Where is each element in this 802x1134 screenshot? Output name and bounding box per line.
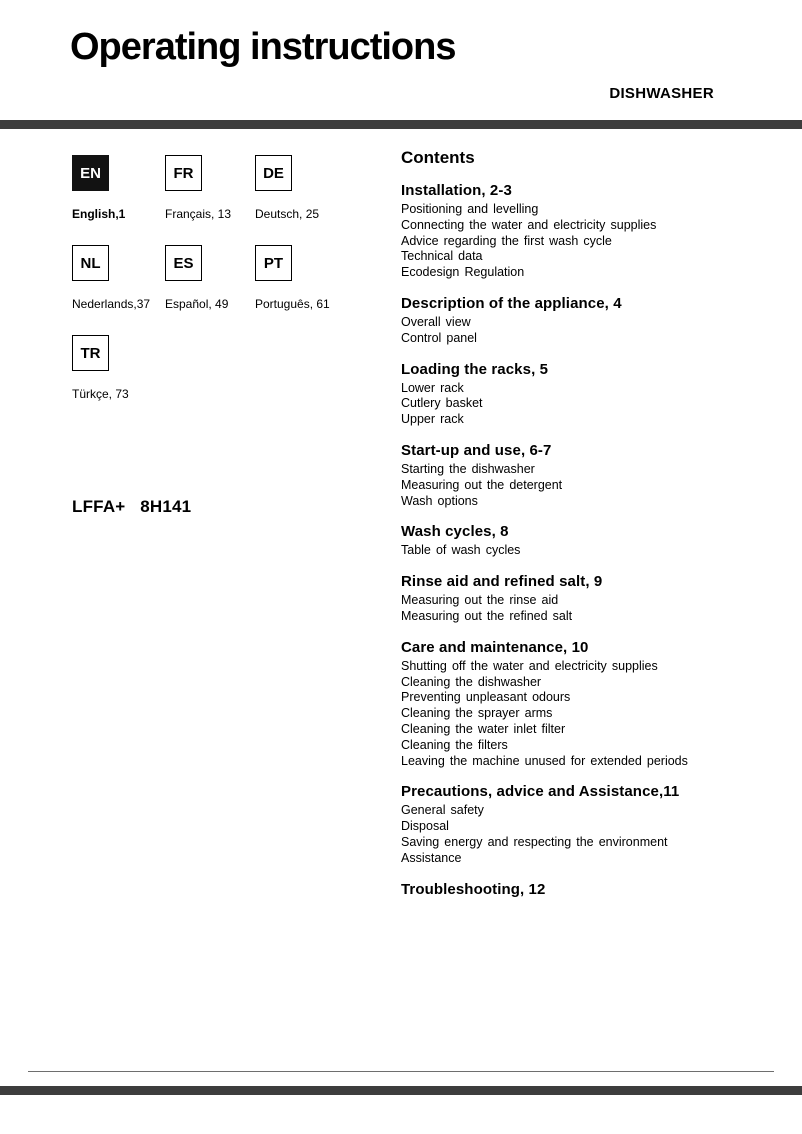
toc-section [401,442,772,509]
toc-item: Cleaning the sprayer arms [401,706,553,721]
language-column [0,148,401,901]
toc-item: Cleaning the filters [401,737,508,752]
language-cell-en [72,155,165,221]
language-label-fr: Français, 13 [165,207,232,221]
toc-item: General safety [401,803,484,818]
toc-item: Preventing unpleasant odours [401,690,571,705]
toc-section-title: Installation, 2-3 [401,182,512,199]
toc-section-title: Troubleshooting, 12 [401,880,546,898]
language-cell-tr [72,335,165,401]
model-number: LFFA+ 8H141 [72,497,192,516]
toc-section [401,573,772,625]
page-title: Operating instructions [70,26,456,68]
language-cell-nl [72,245,165,311]
toc-item: Cleaning the water inlet filter [401,721,566,736]
toc-section [401,295,772,347]
toc-section-title: Loading the racks, 5 [401,360,549,378]
toc-sections [401,182,772,898]
toc-section [401,361,772,428]
contents-heading: Contents [401,148,475,167]
toc-section [401,182,772,281]
language-label-tr: Türkçe, 73 [72,387,129,401]
toc-item: Ecodesign Regulation [401,265,525,280]
appliance-type-label: DISHWASHER [609,85,714,102]
language-box-en: EN [72,155,109,191]
toc-item: Connecting the water and electricity supplies [401,217,657,232]
toc-section [401,639,772,770]
toc-section [401,783,772,866]
toc-item: Assistance [401,850,462,865]
toc-section-title: Precautions, advice and Assistance,11 [401,783,680,801]
toc-item: Advice regarding the first wash cycle [401,233,612,248]
language-box-de: DE [255,155,292,191]
header-divider-bar [0,120,802,129]
language-box-tr: TR [72,335,109,371]
toc-section [401,881,772,898]
toc-item: Upper rack [401,412,464,427]
toc-item: Control panel [401,330,477,345]
toc-item: Cutlery basket [401,396,483,411]
language-box-nl: NL [72,245,109,281]
toc-item: Disposal [401,819,449,834]
language-label-es: Español, 49 [165,297,229,311]
toc-item: Saving energy and respecting the environment [401,834,668,849]
language-label-en: English,1 [72,207,126,221]
footer-thin-rule [28,1071,774,1072]
toc-item: Wash options [401,493,478,508]
toc-item: Measuring out the detergent [401,477,563,492]
toc-item: Positioning and levelling [401,202,539,216]
toc-item: Shutting off the water and electricity supplies [401,658,658,673]
toc-item: Leaving the machine unused for extended periods [401,753,688,768]
language-box-pt: PT [255,245,292,281]
toc-item: Overall view [401,314,471,329]
language-box-es: ES [165,245,202,281]
toc-item: Cleaning the dishwasher [401,674,542,689]
language-label-pt: Português, 61 [255,297,330,311]
language-cell-pt [255,245,351,311]
toc-section-title: Start-up and use, 6-7 [401,441,552,459]
toc-section-title: Description of the appliance, 4 [401,294,622,312]
toc-item: Lower rack [401,380,464,395]
language-grid [72,155,401,425]
language-cell-fr [165,155,255,221]
footer-bar [0,1086,802,1095]
toc-item: Table of wash cycles [401,543,521,558]
language-cell-es [165,245,255,311]
language-cell-de [255,155,351,221]
page-body [0,148,802,901]
toc-section [401,523,772,559]
contents-column [401,148,802,901]
toc-item: Technical data [401,249,483,264]
language-label-nl: Nederlands,37 [72,297,151,311]
toc-item: Starting the dishwasher [401,461,535,476]
toc-section-title: Care and maintenance, 10 [401,638,589,656]
toc-section-title: Rinse aid and refined salt, 9 [401,573,603,591]
toc-item: Measuring out the refined salt [401,608,573,623]
toc-section-title: Wash cycles, 8 [401,523,509,541]
language-label-de: Deutsch, 25 [255,207,320,221]
language-box-fr: FR [165,155,202,191]
toc-item: Measuring out the rinse aid [401,593,559,608]
